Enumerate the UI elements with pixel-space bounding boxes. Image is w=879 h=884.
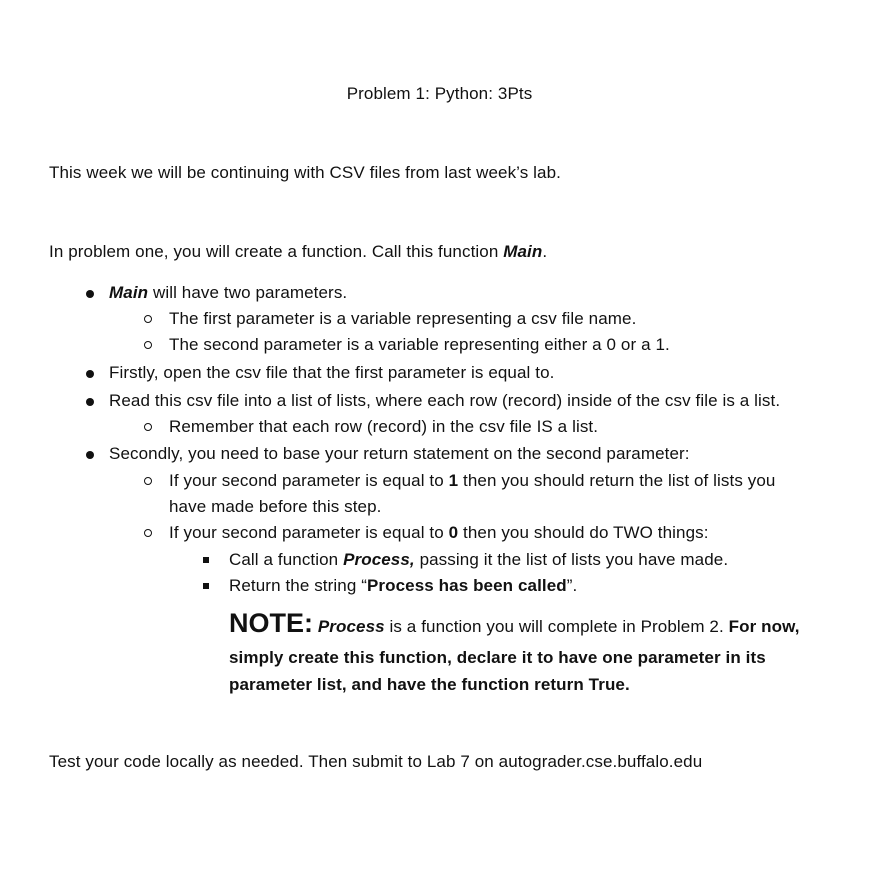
return-string-value: Process has been called [366,576,567,595]
bullet-square-icon [203,575,209,589]
item-call-process [229,549,728,571]
process-function-name: Process, [343,550,415,569]
item-return-string [229,575,577,597]
main-function-name: Main [109,283,149,302]
note-bold-line-3: parameter list, and have the function return True. [229,675,630,694]
sub-bullet-text: If your second parameter is equal to [169,471,449,490]
sub-bullet-text-end: then you should return the list of lists you [458,471,776,490]
bullet-disc-icon [86,282,94,298]
note-bold-line-2: simply create this function, declare it to have one parameter in its [229,648,766,667]
sub-bullet-first-parameter: The first parameter is a variable representing a csv file name. [169,309,637,328]
outro-paragraph: Test your code locally as needed. Then submit to Lab 7 on autograder.cse.buffalo.edu [49,752,703,771]
item-text-end: ”. [566,576,578,595]
bullet-disc-icon [86,362,94,378]
item-text-end: passing it the list of lists you have made. [414,550,729,569]
problem-text: In problem one, you will create a function. Call this function [49,242,504,261]
note-text: is a function you will complete in Problem 2. [384,617,729,636]
sub-bullet-param-one [169,470,776,492]
bullet-circle-icon [144,522,152,537]
note-label: NOTE: [229,608,313,638]
bullet-text: will have two parameters. [148,283,348,302]
value-zero: 0 [448,523,459,542]
intro-paragraph: This week we will be continuing with CSV files from last week’s lab. [49,163,561,182]
sub-bullet-param-one-cont: have made before this step. [169,497,382,516]
bullet-square-icon [203,549,209,563]
problem-text-end: . [542,242,548,261]
bullet-return-statement: Secondly, you need to base your return statement on the second parameter: [109,444,690,463]
sub-bullet-text: If your second parameter is equal to [169,523,449,542]
bullet-circle-icon [144,334,152,349]
bullet-disc-icon [86,390,94,406]
bullet-read-file: Read this csv file into a list of lists, where each row (record) inside of the csv file is a list. [109,391,781,410]
bullet-circle-icon [144,416,152,431]
process-function-name: Process [317,617,385,636]
main-function-name: Main [503,242,543,261]
sub-bullet-param-zero [169,522,709,544]
sub-bullet-text-end: then you should do TWO things: [458,523,709,542]
note-line [229,606,800,644]
sub-bullet-second-parameter: The second parameter is a variable representing either a 0 or a 1. [169,335,670,354]
page-title: Problem 1: Python: 3Pts [346,84,533,103]
value-one: 1 [448,471,459,490]
bullet-open-file: Firstly, open the csv file that the first parameter is equal to. [109,363,555,382]
item-text: Return the string “ [229,576,367,595]
bullet-circle-icon [144,308,152,323]
bullet-main-parameters [109,282,347,304]
item-text: Call a function [229,550,344,569]
sub-bullet-remember: Remember that each row (record) in the csv file IS a list. [169,417,599,436]
bullet-disc-icon [86,443,94,459]
problem-paragraph [49,241,547,263]
note-bold-text: For now, [728,617,800,636]
bullet-circle-icon [144,470,152,485]
